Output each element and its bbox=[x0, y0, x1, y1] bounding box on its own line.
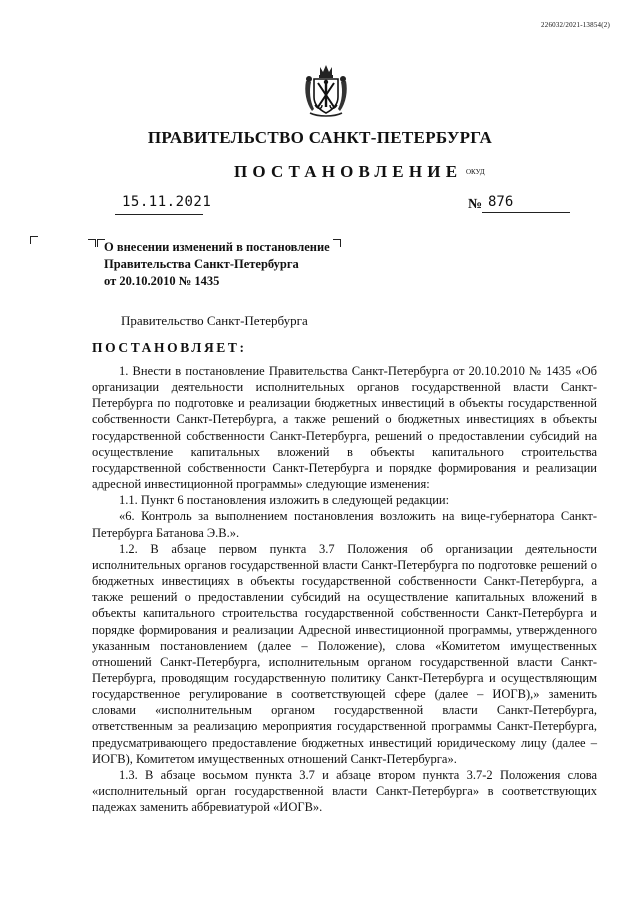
paragraph-1-2: 1.2. В абзаце первом пункта 3.7 Положения об организации деятельности исполнительных органов государственной власти Санкт-Петербурга по подготовке решений о бюджетных инвестициях в объекты государственной собственности Санкт-Петербурга, а также решений о предоставлении субсидий на осуществление капитальных вложений в объекты капитального строительства государственной собственности Санкт-Петербурга и порядке формирования и реализации Адресной инвестиционной программы, утвержденного указанным постановлением (далее – Положение), слова «Комитетом имущественных отношений Санкт-Петербурга, исполнительным органом государственной власти Санкт-Петербурга, проводящим государственную политику Санкт-Петербурга и осуществляющим государственное регулирование в соответствующей сфере (далее – ИОГВ),» заменить словами «исполнительным органом государственной власти Санкт-Петербурга, ответственным за реализацию мероприятия государственной программы Санкт-Петербурга, предусматривающего предоставление бюджетных инвестиций юридическому лицу (далее – ИОГВ), Комитетом имущественных отношений Санкт-Петербурга». bbox=[92, 541, 597, 766]
subject-line: О внесении изменений в постановление bbox=[104, 240, 330, 254]
paragraph-1-3: 1.3. В абзаце восьмом пункта 3.7 и абзаце втором пункта 3.7-2 Положения слова «исполнительный орган государственной власти Санкт-Петербурга» в соответствующих падежах заменить аббревиатурой «ИОГВ». bbox=[92, 767, 597, 815]
number-underline bbox=[482, 212, 570, 213]
decree-number-label: № bbox=[468, 197, 483, 212]
paragraph-1: 1. Внести в постановление Правительства Санкт-Петербурга от 20.10.2010 № 1435 «Об организации деятельности исполнительных органов государственной власти Санкт-Петербурга по подготовке и реализации бюджетных инвестиций в объекты государственной собственности Санкт-Петербурга, а также решений о бюджетных инвестициях в объекты государственной собственности Санкт-Петербурга, решений о предоставлении субсидий на осуществление капитальных вложений в объекты капитального строительства государственной собственности Санкт-Петербурга и порядке формирования и реализации адресной инвестиционной программы» следующие изменения: bbox=[92, 364, 597, 492]
st-petersburg-coat-of-arms-icon bbox=[302, 63, 350, 119]
subject-line: от 20.10.2010 № 1435 bbox=[104, 274, 220, 288]
paragraph-1-1-text: «6. Контроль за выполнением постановления возложить на вице-губернатора Санкт-Петербурга Батанова Э.В.». bbox=[92, 509, 597, 540]
decree-body bbox=[92, 363, 597, 815]
document-registration-number: 226032/2021-13854(2) bbox=[541, 21, 610, 29]
subject-line: Правительства Санкт-Петербурга bbox=[104, 257, 299, 271]
decree-subject bbox=[104, 239, 344, 290]
decree-number: 876 bbox=[488, 194, 514, 210]
issuer: Правительство Санкт-Петербурга bbox=[121, 313, 308, 328]
paragraph-1-1: 1.1. Пункт 6 постановления изложить в следующей редакции: bbox=[119, 493, 450, 508]
government-title: ПРАВИТЕЛЬСТВО САНКТ-ПЕТЕРБУРГА bbox=[147, 128, 493, 147]
date-underline bbox=[115, 214, 203, 215]
okud-label: ОКУД bbox=[466, 168, 485, 176]
decree-date: 15.11.2021 bbox=[122, 194, 212, 210]
margin-corner-mark bbox=[30, 236, 38, 244]
decree-type-title: ПОСТАНОВЛЕНИЕ bbox=[234, 162, 463, 181]
decrees-heading: ПОСТАНОВЛЯЕТ: bbox=[92, 340, 247, 355]
subject-corner-mark bbox=[88, 239, 96, 247]
